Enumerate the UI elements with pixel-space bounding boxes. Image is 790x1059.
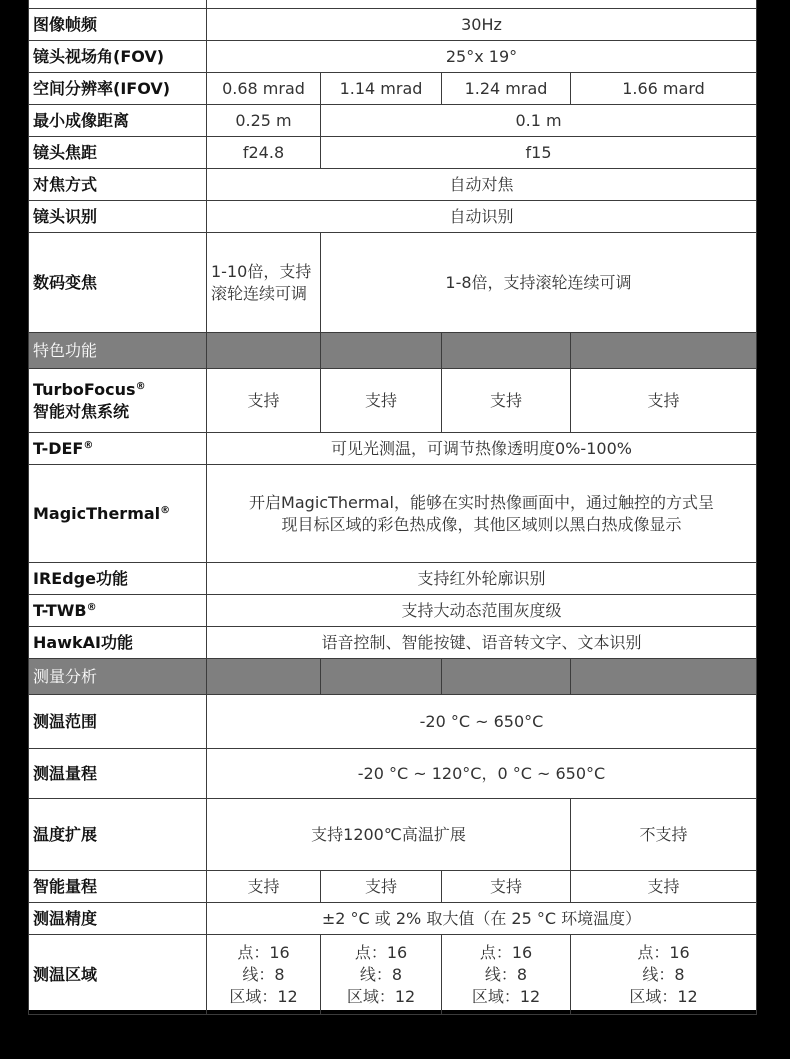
row-label: 空间分辨率(IFOV) [29,73,207,105]
row-value: 自动对焦 [207,169,757,201]
row-label: 最小成像距离 [29,105,207,137]
table-row [29,73,757,105]
row-value: 支持 [571,369,757,433]
table-row [29,563,757,595]
row-value: 0.25 m [207,105,321,137]
row-value: 点：16 线：8 区域：12 [207,935,321,1015]
row-value: 开启MagicThermal，能够在实时热像画面中，通过触控的方式呈 现目标区域的彩色热成像，其他区域则以黑白热成像显示 [207,465,757,563]
row-label: TurboFocus® 智能对焦系统 [29,369,207,433]
row-label: 镜头识别 [29,201,207,233]
row-value: 点：16 线：8 区域：12 [571,935,757,1015]
table-row [29,595,757,627]
row-value: 1.14 mrad [321,73,442,105]
spec-sheet [28,0,756,1010]
row-label: 温度扩展 [29,799,207,871]
row-value: 点：16 线：8 区域：12 [442,935,571,1015]
row-value: 不支持 [571,799,757,871]
row-label: 测温量程 [29,749,207,799]
table-row [29,169,757,201]
table-row [29,935,757,1015]
table-row [29,627,757,659]
row-value: 30Hz [207,9,757,41]
row-label: MagicThermal® [29,465,207,563]
section-header-row [29,659,757,695]
row-label: 镜头视场角(FOV) [29,41,207,73]
row-value: f24.8 [207,137,321,169]
row-value: 支持 [442,369,571,433]
table-row [29,871,757,903]
row-value: 可见光测温，可调节热像透明度0%-100% [207,433,757,465]
row-value: 0.68 mrad [207,73,321,105]
row-value: 支持1200℃高温扩展 [207,799,571,871]
row-label: IREdge功能 [29,563,207,595]
spec-table [28,0,757,1015]
table-row [29,465,757,563]
row-value: ±2 °C 或 2% 取大值（在 25 °C 环境温度） [207,903,757,935]
row-value: 支持 [321,369,442,433]
row-value: 支持 [442,871,571,903]
table-row [29,903,757,935]
row-label: 测温范围 [29,695,207,749]
table-row [29,799,757,871]
table-row [29,9,757,41]
row-label: HawkAI功能 [29,627,207,659]
row-value: 1.66 mard [571,73,757,105]
table-row [29,749,757,799]
row-value: 支持 [207,871,321,903]
row-label: 镜头焦距 [29,137,207,169]
row-value: 支持 [207,369,321,433]
row-value: f15 [321,137,757,169]
row-label: 测温区域 [29,935,207,1015]
table-row [29,137,757,169]
row-label [29,0,207,9]
row-value: 语音控制、智能按键、语音转文字、文本识别 [207,627,757,659]
table-row [29,41,757,73]
row-label: T-TWB® [29,595,207,627]
section-title: 测量分析 [29,659,207,695]
row-value: -20 °C ~ 650°C [207,695,757,749]
row-value: 支持大动态范围灰度级 [207,595,757,627]
table-row [29,369,757,433]
row-label: 智能量程 [29,871,207,903]
row-value: 1.24 mrad [442,73,571,105]
row-value: 支持 [571,871,757,903]
table-row [29,433,757,465]
row-value: 0.1 m [321,105,757,137]
row-label: T-DEF® [29,433,207,465]
row-value: 点：16 线：8 区域：12 [321,935,442,1015]
section-title: 特色功能 [29,333,207,369]
table-row [29,695,757,749]
row-value: 1-10倍，支持滚轮连续可调 [207,233,321,333]
row-value: 支持红外轮廓识别 [207,563,757,595]
section-header-row [29,333,757,369]
table-row [29,0,757,9]
row-label: 对焦方式 [29,169,207,201]
row-label: 测温精度 [29,903,207,935]
row-label: 图像帧频 [29,9,207,41]
table-row [29,105,757,137]
row-value: 自动识别 [207,201,757,233]
table-row [29,201,757,233]
table-row [29,233,757,333]
row-value: 支持 [321,871,442,903]
row-label: 数码变焦 [29,233,207,333]
row-value: -20 °C ~ 120°C，0 °C ~ 650°C [207,749,757,799]
row-value: 1-8倍，支持滚轮连续可调 [321,233,757,333]
row-value: 25°x 19° [207,41,757,73]
